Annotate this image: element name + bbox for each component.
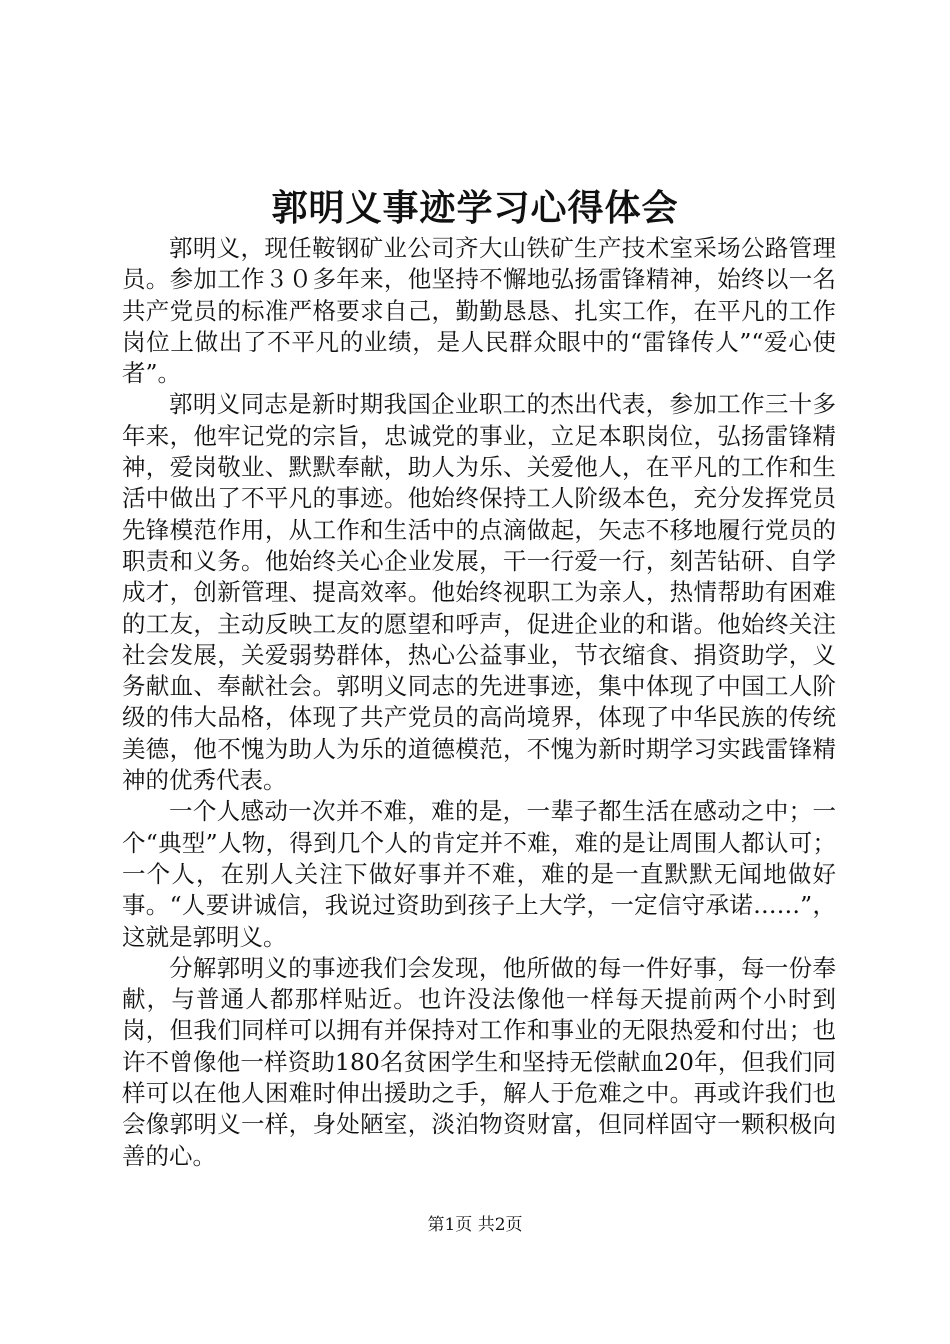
- document-title: 郭明义事迹学习心得体会: [271, 187, 679, 229]
- document-body: [122, 233, 836, 1172]
- paragraph-2: 郭明义同志是新时期我国企业职工的杰出代表，参加工作三十多年来，他牢记党的宗旨，忠诚党的事业，立足本职岗位，弘扬雷锋精神，爱岗敬业、默默奉献，助人为乐、关爱他人，在平凡的工作和生活中做出了不平凡的事迹。他始终保持工人阶级本色，充分发挥党员先锋模范作用，从工作和生活中的点滴做起，矢志不移地履行党员的职责和义务。他始终关心企业发展，干一行爱一行，刻苦钻研、自学成才，创新管理、提高效率。他始终视职工为亲人，热情帮助有困难的工友，主动反映工友的愿望和呼声，促进企业的和谐。他始终关注社会发展，关爱弱势群体，热心公益事业，节衣缩食、捐资助学，义务献血、奉献社会。郭明义同志的先进事迹，集中体现了中国工人阶级的伟大品格，体现了共产党员的高尚境界，体现了中华民族的传统美德，他不愧为助人为乐的道德模范，不愧为新时期学习实践雷锋精神的优秀代表。: [122, 390, 836, 795]
- paragraph-4: 分解郭明义的事迹我们会发现，他所做的每一件好事，每一份奉献，与普通人都那样贴近。也许没法像他一样每天提前两个小时到岗，但我们同样可以拥有并保持对工作和事业的无限热爱和付出；也许不曾像他一样资助180名贫困学生和坚持无偿献血20年，但我们同样可以在他人困难时伸出援助之手，解人于危难之中。再或许我们也会像郭明义一样，身处陋室，淡泊物资财富，但同样固守一颗积极向善的心。: [122, 953, 836, 1170]
- paragraph-1: 郭明义，现任鞍钢矿业公司齐大山铁矿生产技术室采场公路管理员。参加工作３０多年来，他坚持不懈地弘扬雷锋精神，始终以一名共产党员的标准严格要求自己，勤勤恳恳、扎实工作，在平凡的工作岗位上做出了不平凡的业绩，是人民群众眼中的“雷锋传人”“爱心使者”。: [122, 234, 836, 388]
- paragraph-3: 一个人感动一次并不难，难的是，一辈子都生活在感动之中；一个“典型”人物，得到几个人的肯定并不难，难的是让周围人都认可；一个人，在别人关注下做好事并不难，难的是一直默默无闻地做好事。“人要讲诚信，我说过资助到孩子上大学，一定信守承诺……”，这就是郭明义。: [122, 797, 836, 951]
- page-number-footer: 第1页 共2页: [427, 1215, 523, 1235]
